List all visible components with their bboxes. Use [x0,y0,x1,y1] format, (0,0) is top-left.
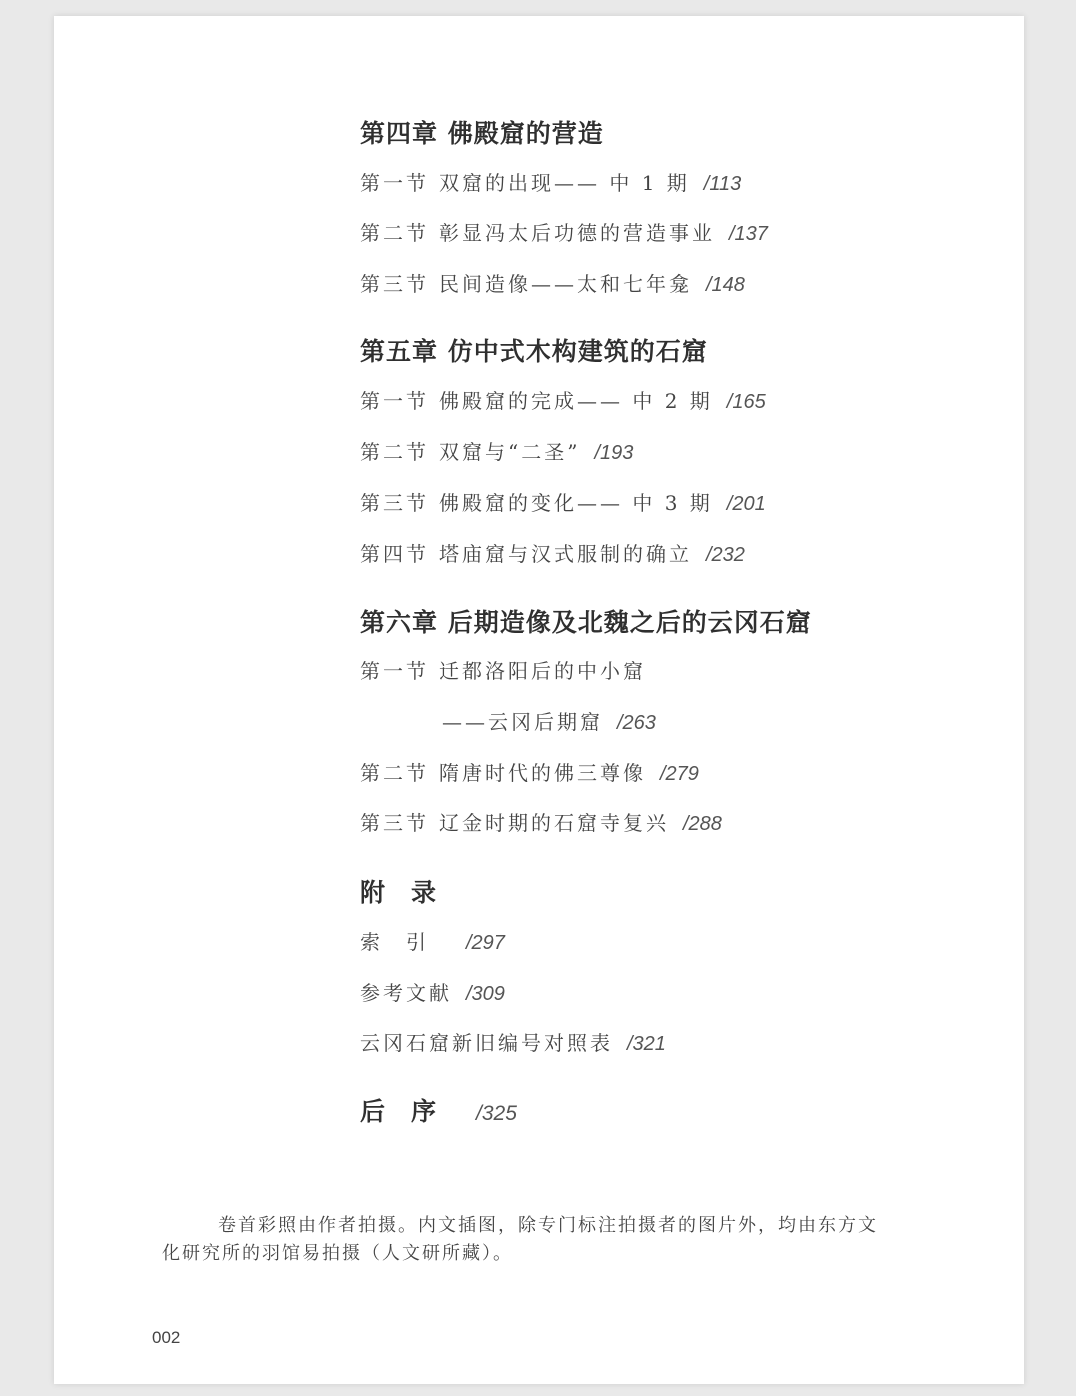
entry-title: 佛殿窟的变化—— 中 3 期 [439,491,713,515]
entry-title: 双窟的出现—— 中 1 期 [439,171,690,195]
page-number: /325 [476,1102,517,1125]
toc-entry [360,757,699,786]
toc-entry [360,1027,666,1056]
page-number: /113 [703,173,742,195]
entry-title: 双窟与“二圣” [439,440,581,464]
toc-entry [360,926,505,955]
section-label: 第二节 [360,761,429,785]
entry-title: 辽金时期的石窟寺复兴 [439,811,669,835]
toc-entry [360,385,766,414]
page-folio: 002 [152,1328,181,1347]
page-number: /263 [617,712,656,734]
chapter-heading: 第六章 后期造像及北魏之后的云冈石窟 [360,608,812,637]
toc-entry [360,977,505,1006]
toc-entry [360,807,722,836]
toc-entry [360,217,768,246]
page-number: /288 [683,813,722,835]
section-label: 第三节 [360,272,429,296]
toc-entry [360,487,766,516]
entry-title: ——云冈后期窟 [442,710,603,734]
section-label: 第一节 [360,389,429,413]
entry-title: 彰显冯太后功德的营造事业 [439,221,715,245]
entry-title: 参考文献 [360,981,452,1005]
entry-title: 佛殿窟的完成—— 中 2 期 [439,389,713,413]
table-of-contents [54,16,1024,1384]
appendix-heading [360,873,462,909]
postscript-heading [360,1092,517,1128]
chapter-heading: 第四章 佛殿窟的营造 [360,119,604,148]
page-number: /297 [466,932,505,954]
photo-credit-note: 卷首彩照由作者拍摄。内文插图，除专门标注拍摄者的图片外，均由东方文化研究所的羽馆易拍摄（人文研所藏）。 [162,1215,878,1264]
toc-entry [360,538,745,567]
toc-entry-continuation [442,706,656,735]
entry-title: 民间造像——太和七年龛 [439,272,692,296]
page-number: /201 [726,493,766,515]
toc-entry [360,655,646,684]
page-number: /165 [726,391,766,413]
page-number: /321 [627,1033,666,1055]
section-label: 第二节 [360,221,429,245]
page-number: /148 [706,274,745,296]
toc-entry [360,268,745,297]
book-page [54,16,1024,1384]
appendix-title: 附录 [360,878,463,907]
section-label: 第三节 [360,491,429,515]
section-label: 第一节 [360,659,429,683]
section-label: 第三节 [360,811,429,835]
section-label: 第四节 [360,542,429,566]
page-number: /309 [466,983,505,1005]
postscript-title: 后序 [360,1097,463,1126]
toc-entry [360,167,741,196]
chapter-heading: 第五章 仿中式木构建筑的石窟 [360,337,708,366]
toc-entry [360,436,633,465]
entry-title: 云冈石窟新旧编号对照表 [360,1031,613,1055]
entry-title: 塔庙窟与汉式服制的确立 [439,542,692,566]
page-number: /279 [660,763,699,785]
page-number: /193 [594,442,634,464]
entry-title: 索引 [360,930,452,954]
page-number: /232 [706,544,745,566]
section-label: 第一节 [360,171,429,195]
section-label: 第二节 [360,440,429,464]
entry-title: 隋唐时代的佛三尊像 [439,761,646,785]
entry-title: 迁都洛阳后的中小窟 [439,659,646,683]
page-number: /137 [729,223,768,245]
